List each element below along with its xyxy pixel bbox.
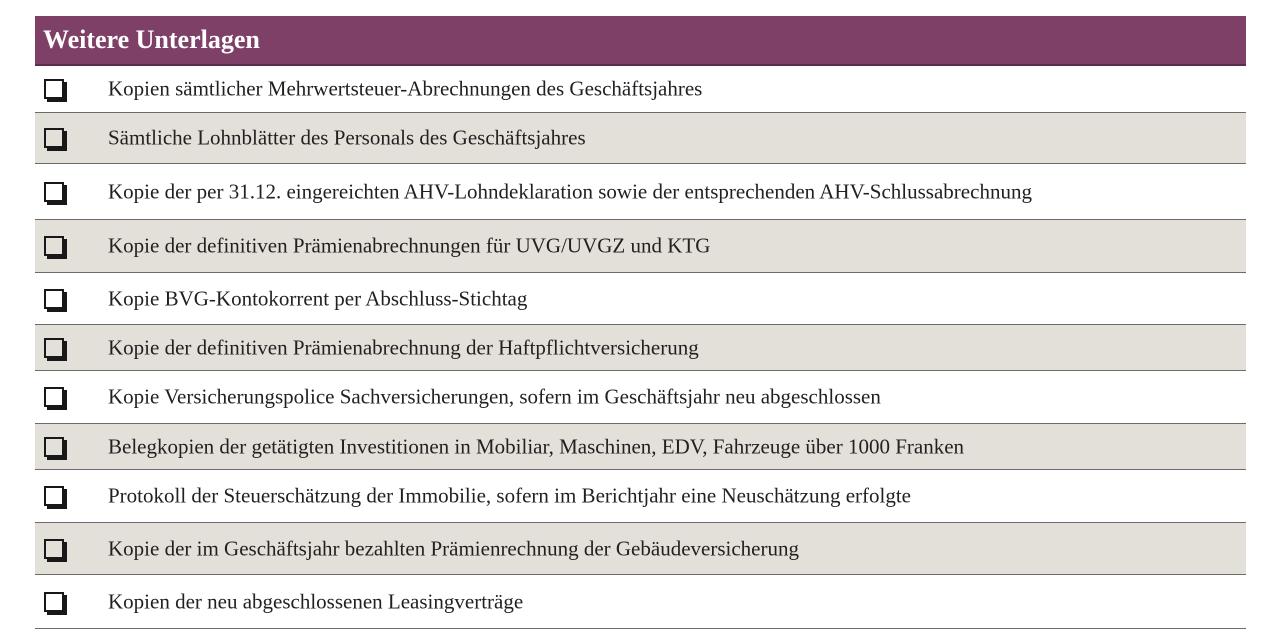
item-label: Kopie der per 31.12. eingereichten AHV-Lohndeklaration sowie der entsprechenden AHV-Schlussabrechnung (108, 179, 1032, 203)
item-label: Sämtliche Lohnblätter des Personals des Geschäftsjahres (108, 125, 586, 150)
section-title: Weitere Unterlagen (43, 25, 260, 54)
item-label: Kopie BVG-Kontokorrent per Abschluss-Stichtag (108, 286, 528, 310)
item-label: Kopien der neu abgeschlossenen Leasingverträge (108, 589, 524, 613)
checklist-item (35, 273, 1246, 325)
checkbox[interactable] (44, 79, 64, 99)
checklist-item (35, 575, 1246, 629)
checklist (35, 16, 1246, 629)
checkbox[interactable] (44, 592, 64, 612)
checklist-item (35, 325, 1246, 371)
checklist-item (35, 424, 1246, 470)
checklist-item (35, 220, 1246, 273)
checkbox[interactable] (44, 236, 64, 256)
checkbox[interactable] (44, 182, 64, 202)
checklist-item (35, 164, 1246, 220)
checkbox[interactable] (44, 338, 64, 358)
item-label: Protokoll der Steuerschätzung der Immobilie, sofern im Berichtjahr eine Neuschätzung erfolgte (108, 483, 911, 508)
checkbox[interactable] (44, 387, 64, 407)
item-label: Kopien sämtlicher Mehrwertsteuer-Abrechnungen des Geschäftsjahres (108, 76, 703, 101)
checkbox[interactable] (44, 539, 64, 559)
item-label: Kopie der im Geschäftsjahr bezahlten Prämienrechnung der Gebäudeversicherung (108, 536, 799, 560)
item-label: Belegkopien der getätigten Investitionen in Mobiliar, Maschinen, EDV, Fahrzeuge über 1000 Franken (108, 434, 965, 458)
checklist-item (35, 470, 1246, 523)
section-header (35, 16, 1246, 66)
checklist-item (35, 113, 1246, 164)
checklist-item (35, 66, 1246, 113)
item-label: Kopie der definitiven Prämienabrechnungen für UVG/UVGZ und KTG (108, 233, 711, 258)
item-label: Kopie der definitiven Prämienabrechnung der Haftpflichtversicherung (108, 335, 699, 359)
item-label: Kopie Versicherungspolice Sachversicherungen, sofern im Geschäftsjahr neu abgeschlossen (108, 384, 881, 409)
checkbox[interactable] (44, 437, 64, 457)
checkbox[interactable] (44, 486, 64, 506)
checkbox[interactable] (44, 289, 64, 309)
checklist-item (35, 371, 1246, 424)
checkbox[interactable] (44, 128, 64, 148)
checklist-item (35, 523, 1246, 575)
checklist-items (35, 66, 1246, 629)
